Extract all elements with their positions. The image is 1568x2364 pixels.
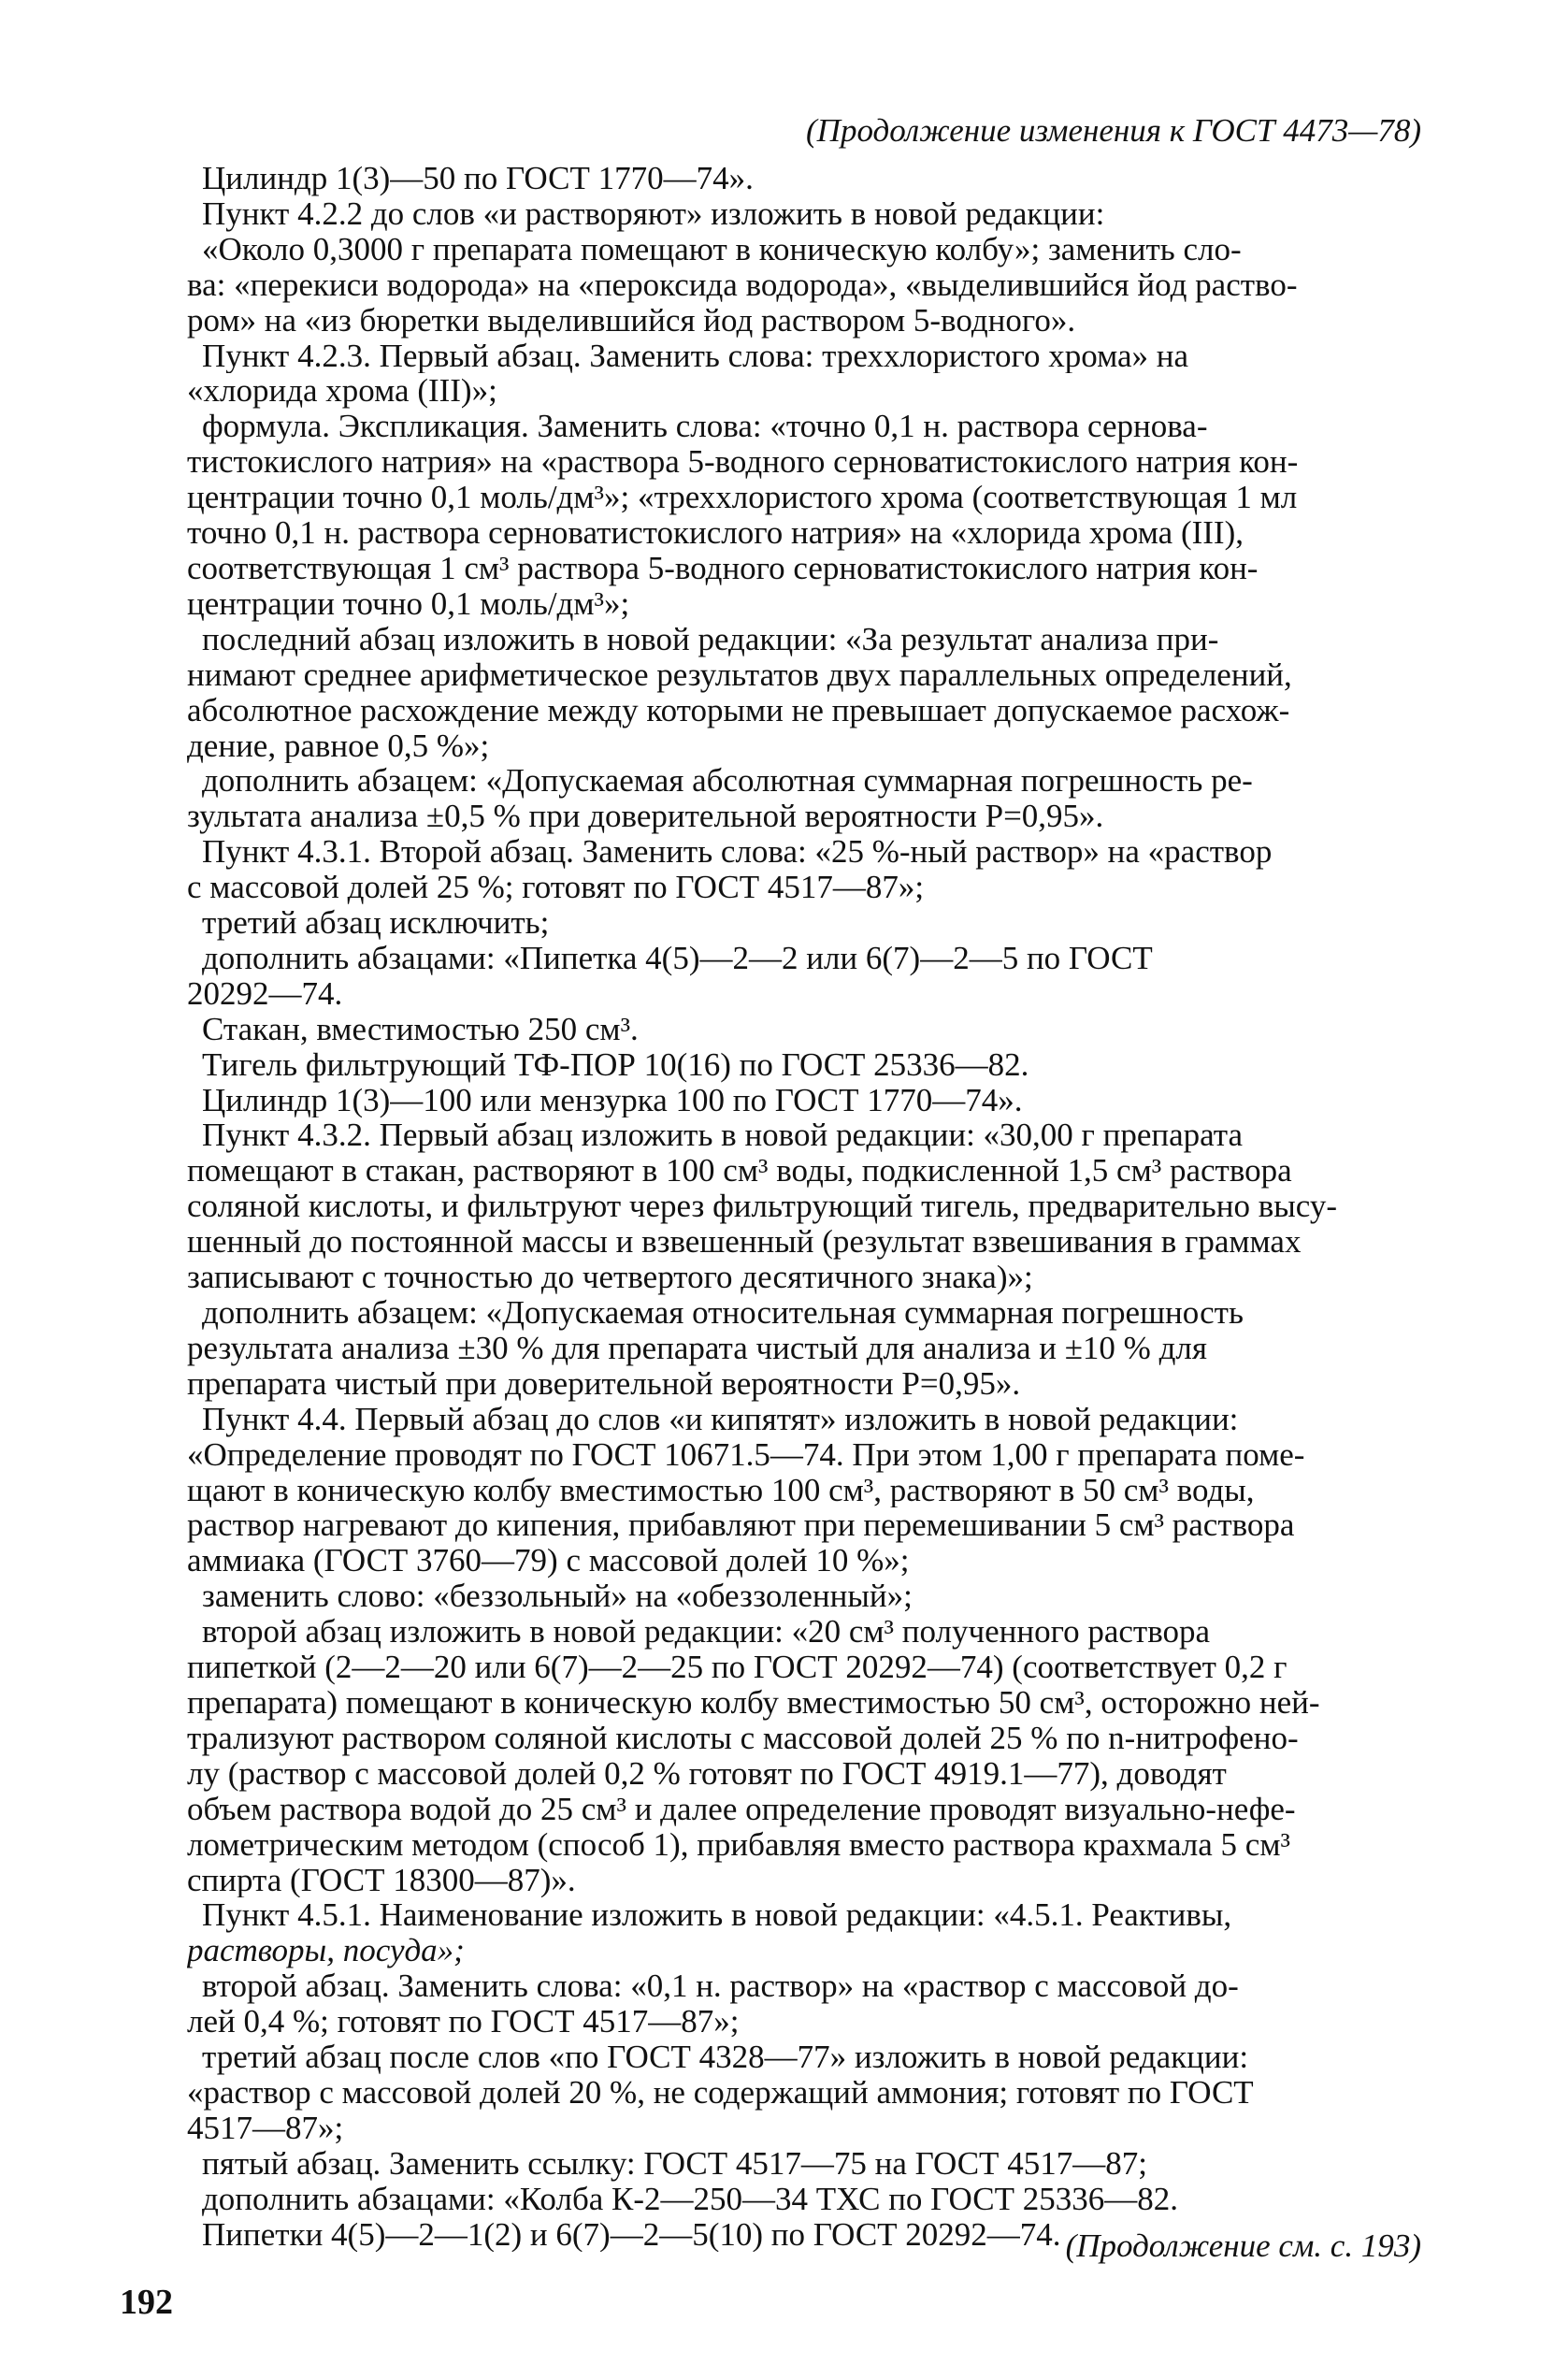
text-line: пипеткой (2—2—20 или 6(7)—2—25 по ГОСТ 20292—74) (соответствует 0,2 г bbox=[187, 1650, 1287, 1685]
text-line: помещают в стакан, растворяют в 100 см³ воды, подкисленной 1,5 см³ раствора bbox=[187, 1153, 1292, 1189]
text-line: третий абзац исключить; bbox=[202, 905, 550, 941]
text-line: второй абзац. Заменить слова: «0,1 н. раствор» на «раствор с массовой до- bbox=[202, 1968, 1239, 2005]
text-line: спирта (ГОСТ 18300—87)». bbox=[187, 1862, 576, 1898]
text-line: Стакан, вместимостью 250 см³. bbox=[202, 1011, 639, 1047]
text-line: зультата анализа ±0,5 % при доверительной вероятности P=0,95». bbox=[187, 799, 1104, 835]
text-line: последний абзац изложить в новой редакции: «За результат анализа при- bbox=[202, 621, 1219, 657]
text-line: Пункт 4.4. Первый абзац до слов «и кипятят» изложить в новой редакции: bbox=[202, 1401, 1239, 1437]
text-line: препарата чистый при доверительной вероятности P=0,95». bbox=[187, 1365, 1021, 1402]
text-line: Цилиндр 1(3)—50 по ГОСТ 1770—74». bbox=[202, 161, 754, 196]
text-line: второй абзац изложить в новой редакции: «20 см³ полученного раствора bbox=[202, 1614, 1211, 1650]
text-line: лу (раствор с массовой долей 0,2 % готовят по ГОСТ 4919.1—77), доводят bbox=[187, 1755, 1227, 1792]
document-body bbox=[187, 161, 1421, 2252]
text-line: 20292—74. bbox=[187, 975, 343, 1012]
text-line: пятый абзац. Заменить ссылку: ГОСТ 4517—75 на ГОСТ 4517—87; bbox=[202, 2145, 1147, 2182]
text-line: 4517—87»; bbox=[187, 2110, 344, 2146]
page-number: 192 bbox=[120, 2283, 173, 2322]
text-line: соответствующая 1 см³ раствора 5-водного серноватистокислого натрия кон- bbox=[187, 550, 1259, 586]
text-line: Пипетки 4(5)—2—1(2) и 6(7)—2—5(10) по ГОСТ 20292—74. bbox=[202, 2216, 1061, 2253]
text-line: лей 0,4 %; готовят по ГОСТ 4517—87»; bbox=[187, 2004, 740, 2040]
text-line: абсолютное расхождение между которыми не превышает допускаемое расхож- bbox=[187, 692, 1290, 728]
text-line: Пункт 4.3.1. Второй абзац. Заменить слова: «25 %-ный раствор» на «раствор bbox=[202, 834, 1273, 871]
text-line: дополнить абзацем: «Допускаемая относительная суммарная погрешность bbox=[202, 1295, 1244, 1331]
text-line: раствор нагревают до кипения, прибавляют при перемешивании 5 см³ раствора bbox=[187, 1507, 1295, 1544]
text-line: дополнить абзацем: «Допускаемая абсолютная суммарная погрешность ре- bbox=[202, 763, 1253, 800]
text-line: центрации точно 0,1 моль/дм³»; bbox=[187, 585, 630, 622]
text-line: «хлорида хрома (III)»; bbox=[187, 373, 497, 410]
text-line: «Определение проводят по ГОСТ 10671.5—74. При этом 1,00 г препарата поме- bbox=[187, 1436, 1305, 1473]
text-line: лометрическим методом (способ 1), прибавляя вместо раствора крахмала 5 см³ bbox=[187, 1826, 1290, 1863]
text-line: Пункт 4.2.3. Первый абзац. Заменить слова: треххлористого хрома» на bbox=[202, 338, 1189, 374]
text-line: с массовой долей 25 %; готовят по ГОСТ 4517—87»; bbox=[187, 870, 925, 906]
text-line: точно 0,1 н. раствора серноватистокислого натрия» на «хлорида хрома (III), bbox=[187, 515, 1244, 551]
text-line: ва: «перекиси водорода» на «пероксида водорода», «выделившийся йод раство- bbox=[187, 267, 1298, 303]
text-line: формула. Экспликация. Заменить слова: «точно 0,1 н. раствора сернова- bbox=[202, 409, 1208, 445]
text-line: Пункт 4.3.2. Первый абзац изложить в новой редакции: «30,00 г препарата bbox=[202, 1117, 1244, 1154]
text-line: дополнить абзацами: «Пипетка 4(5)—2—2 или 6(7)—2—5 по ГОСТ bbox=[202, 940, 1153, 976]
text-line: объем раствора водой до 25 см³ и далее определение проводят визуально-нефе- bbox=[187, 1791, 1296, 1827]
text-line: дение, равное 0,5 %»; bbox=[187, 728, 490, 764]
text-line: Цилиндр 1(3)—100 или мензурка 100 по ГОСТ 1770—74». bbox=[202, 1082, 1023, 1118]
text-line: препарата) помещают в коническую колбу вместимостью 50 см³, осторожно ней- bbox=[187, 1684, 1320, 1721]
text-line: растворы, посуда»; bbox=[187, 1933, 465, 1969]
text-line: ром» на «из бюретки выделившийся йод раствором 5-водного». bbox=[187, 302, 1076, 339]
text-line: дополнить абзацами: «Колба К-2—250—34 ТХС по ГОСТ 25336—82. bbox=[202, 2181, 1178, 2217]
text-line: щают в коническую колбу вместимостью 100 см³, растворяют в 50 см³ воды, bbox=[187, 1472, 1255, 1508]
text-line: Пункт 4.2.2 до слов «и растворяют» изложить в новой редакции: bbox=[202, 195, 1105, 232]
continuation-header: (Продолжение изменения к ГОСТ 4473—78) bbox=[806, 112, 1421, 149]
text-line: записывают с точностью до четвертого десятичного знака)»; bbox=[187, 1260, 1033, 1295]
text-line: центрации точно 0,1 моль/дм³»; «треххлористого хрома (соответствующая 1 мл bbox=[187, 480, 1298, 516]
text-line: нимают среднее арифметическое результатов двух параллельных определений, bbox=[187, 656, 1292, 693]
text-block bbox=[187, 161, 1421, 2252]
continuation-footer: (Продолжение см. с. 193) bbox=[1065, 2227, 1421, 2264]
text-line: третий абзац после слов «по ГОСТ 4328—77» изложить в новой редакции: bbox=[202, 2040, 1249, 2075]
text-line: «Около 0,3000 г препарата помещают в коническую колбу»; заменить сло- bbox=[202, 231, 1242, 267]
text-line: Тигель фильтрующий ТФ-ПОР 10(16) по ГОСТ 25336—82. bbox=[202, 1046, 1029, 1083]
text-line: заменить слово: «беззольный» на «обеззоленный»; bbox=[202, 1578, 913, 1615]
text-line: тистокислого натрия» на «раствора 5-водного серноватистокислого натрия кон- bbox=[187, 444, 1299, 481]
text-line: Пункт 4.5.1. Наименование изложить в новой редакции: «4.5.1. Реактивы, bbox=[202, 1897, 1232, 1934]
text-line: шенный до постоянной массы и взвешенный (результат взвешивания в граммах bbox=[187, 1224, 1302, 1261]
text-line: результата анализа ±30 % для препарата чистый для анализа и ±10 % для bbox=[187, 1330, 1207, 1366]
text-line: трализуют раствором соляной кислоты с массовой долей 25 % по n-нитрофено- bbox=[187, 1720, 1299, 1756]
text-line: аммиака (ГОСТ 3760—79) с массовой долей 10 %»; bbox=[187, 1543, 910, 1579]
text-line: «раствор с массовой долей 20 %, не содержащий аммония; готовят по ГОСТ bbox=[187, 2074, 1254, 2111]
text-line: соляной кислоты, и фильтруют через фильтрующий тигель, предварительно высу- bbox=[187, 1189, 1337, 1225]
